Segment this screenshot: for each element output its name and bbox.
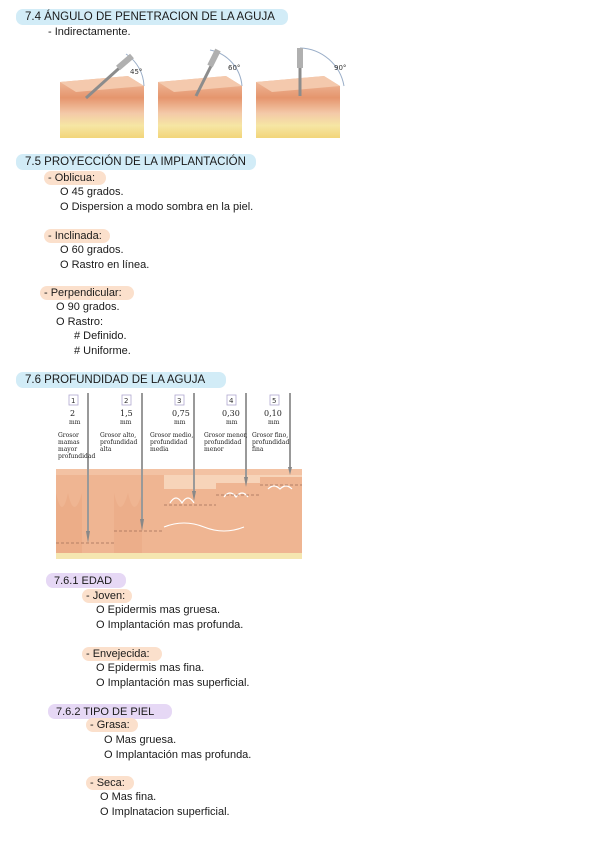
- svg-text:2: 2: [70, 409, 76, 418]
- svg-text:mm: mm: [268, 419, 280, 426]
- svg-text:alta: alta: [100, 446, 112, 453]
- perpendicular-item-2: O Rastro:: [56, 316, 104, 328]
- svg-text:Grosor medio,: Grosor medio,: [150, 432, 194, 439]
- angle-label-90: 90°: [334, 64, 347, 72]
- joven-item-1: O Epidermis mas gruesa.: [96, 604, 221, 616]
- svg-text:profundidad: profundidad: [204, 439, 242, 446]
- section-title-7-6: 7.6 PROFUNDIDAD DE LA AGUJA: [25, 374, 206, 386]
- skin-block-90: [256, 48, 346, 138]
- needle-5: [252, 393, 292, 475]
- svg-text:Grosor: Grosor: [58, 432, 79, 439]
- grasa-head: - Grasa:: [90, 719, 130, 731]
- svg-text:menor: menor: [204, 446, 224, 453]
- perpendicular-head: - Perpendicular:: [44, 287, 122, 299]
- grasa-item-1: O Mas gruesa.: [104, 734, 177, 746]
- svg-text:mayor: mayor: [58, 446, 78, 453]
- oblicua-head: - Oblicua:: [48, 172, 96, 184]
- svg-text:0,30: 0,30: [222, 409, 240, 418]
- svg-text:profundidad: profundidad: [252, 439, 290, 446]
- section-title-7-4: 7.4 ÁNGULO DE PENETRACION DE LA AGUJA: [25, 11, 275, 23]
- seca-item-1: O Mas fina.: [100, 791, 157, 803]
- svg-text:2: 2: [124, 397, 129, 405]
- perpendicular-subitem-2: # Uniforme.: [74, 345, 131, 357]
- envejecida-item-1: O Epidermis mas fina.: [96, 662, 205, 674]
- svg-text:fina: fina: [252, 446, 264, 453]
- svg-text:profundidad: profundidad: [150, 439, 188, 446]
- svg-text:mamas: mamas: [58, 439, 80, 446]
- seca-head: - Seca:: [90, 777, 125, 789]
- section-title-7-5: 7.5 PROYECCIÓN DE LA IMPLANTACIÓN: [25, 156, 246, 168]
- svg-text:mm: mm: [69, 419, 81, 426]
- section-subtitle: - Indirectamente.: [48, 26, 131, 38]
- section-title-7-6-1: 7.6.1 EDAD: [54, 575, 113, 587]
- svg-text:profundidad: profundidad: [58, 453, 96, 460]
- svg-text:Grosor menor,: Grosor menor,: [204, 432, 248, 439]
- svg-text:3: 3: [177, 397, 182, 405]
- perpendicular-item-1: O 90 grados.: [56, 301, 120, 313]
- svg-text:mm: mm: [174, 419, 186, 426]
- svg-text:mm: mm: [226, 419, 238, 426]
- svg-text:media: media: [150, 446, 169, 453]
- svg-text:mm: mm: [120, 419, 132, 426]
- angle-label-60: 60°: [228, 64, 241, 72]
- needle-depth-illustration: [54, 393, 304, 563]
- joven-head: - Joven:: [86, 590, 126, 602]
- svg-text:4: 4: [229, 397, 234, 405]
- seca-item-2: O Implnatacion superficial.: [100, 806, 230, 818]
- svg-text:0,75: 0,75: [172, 409, 190, 418]
- joven-item-2: O Implantación mas profunda.: [96, 619, 244, 631]
- inclinada-item-1: O 60 grados.: [60, 244, 124, 256]
- oblicua-item-1: O 45 grados.: [60, 186, 124, 198]
- svg-text:profundidad: profundidad: [100, 439, 138, 446]
- inclinada-head: - Inclinada:: [48, 230, 102, 242]
- skin-block-45: [60, 54, 144, 138]
- perpendicular-subitem-1: # Definido.: [74, 330, 127, 342]
- svg-text:0,10: 0,10: [264, 409, 282, 418]
- svg-text:1,5: 1,5: [120, 409, 133, 418]
- svg-text:1: 1: [71, 397, 76, 405]
- oblicua-item-2: O Dispersion a modo sombra en la piel.: [60, 201, 254, 213]
- grasa-item-2: O Implantación mas profunda.: [104, 749, 252, 761]
- envejecida-head: - Envejecida:: [86, 648, 150, 660]
- section-title-7-6-2: 7.6.2 TIPO DE PIEL: [56, 706, 155, 718]
- svg-text:Grosor fino,: Grosor fino,: [252, 432, 289, 439]
- envejecida-item-2: O Implantación mas superficial.: [96, 677, 250, 689]
- svg-text:5: 5: [272, 397, 277, 405]
- svg-text:Grosor alto,: Grosor alto,: [100, 432, 137, 439]
- angle-label-45: 45°: [130, 68, 143, 76]
- inclinada-item-2: O Rastro en línea.: [60, 259, 150, 271]
- needle-angle-illustration: [56, 46, 356, 142]
- skin-block-60: [158, 50, 242, 138]
